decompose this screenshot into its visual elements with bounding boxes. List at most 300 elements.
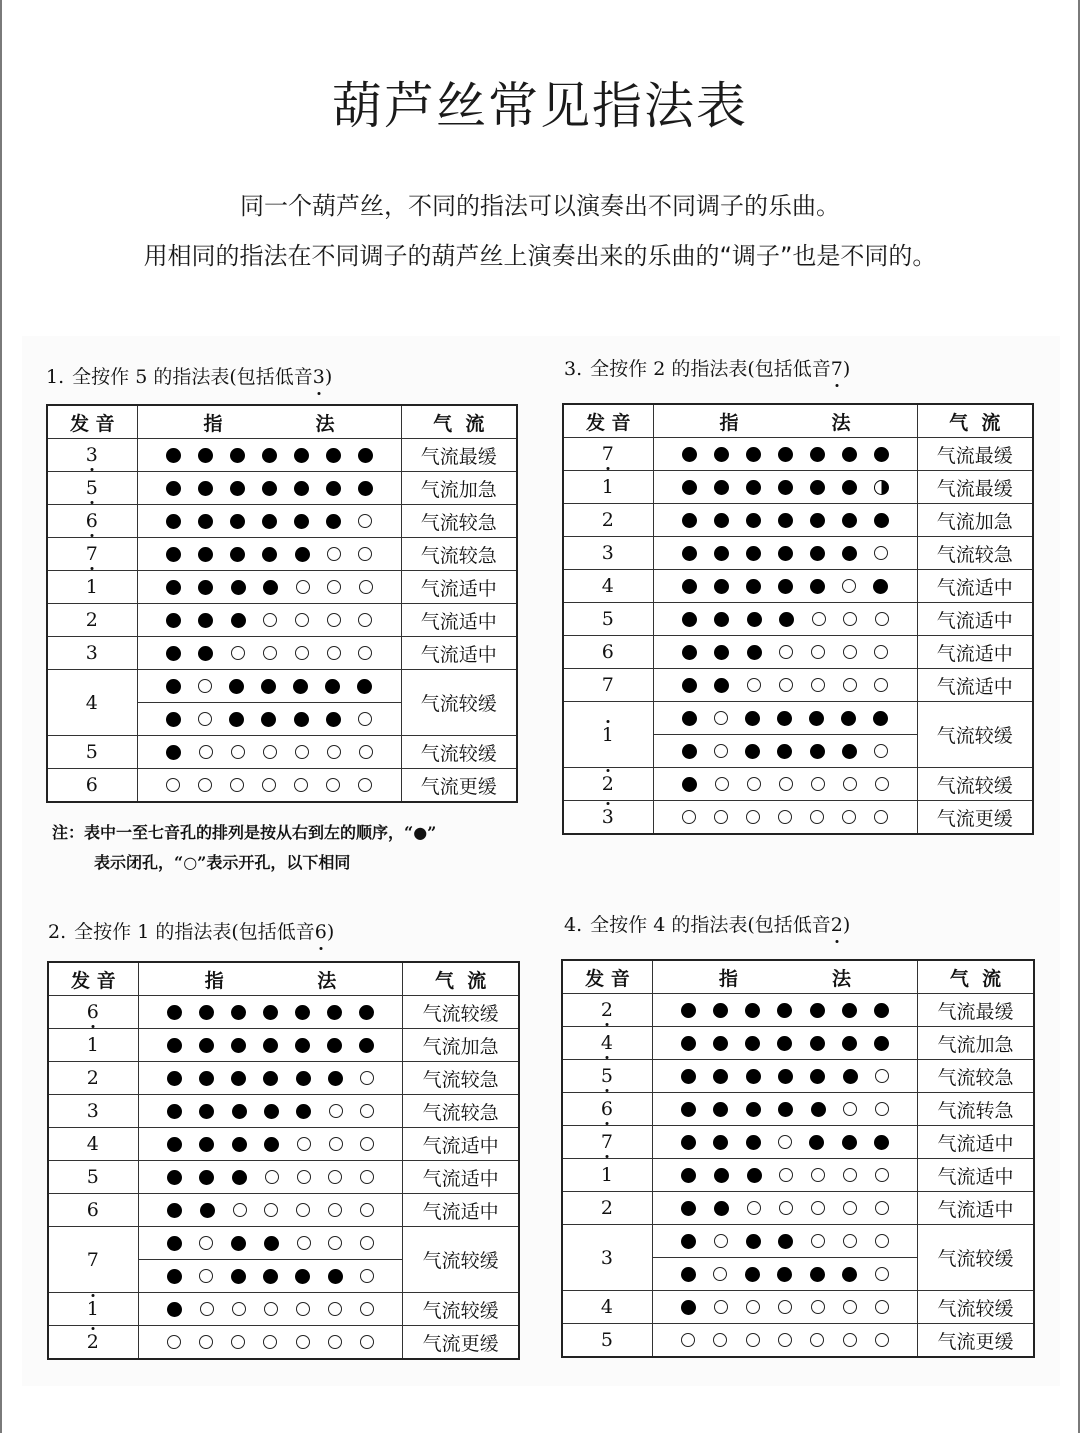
closed-hole-icon [262, 448, 277, 463]
header-airflow: 气 流 [403, 962, 519, 996]
hole-pattern [139, 1203, 403, 1218]
closed-hole-icon [229, 712, 244, 727]
open-hole-icon [843, 1102, 857, 1116]
closed-hole-icon [167, 1005, 182, 1020]
note-cell [47, 604, 137, 637]
hole-pattern [653, 1201, 917, 1216]
hole-pattern [138, 745, 401, 760]
open-hole-icon [843, 1201, 857, 1215]
table-row [562, 1225, 1034, 1258]
closed-hole-icon [167, 1137, 182, 1152]
open-hole-icon [297, 1236, 311, 1250]
hole-pattern [139, 1302, 403, 1317]
note-value: 1 [600, 1164, 614, 1186]
hole-pattern [139, 1104, 403, 1119]
closed-hole-icon [327, 1038, 342, 1053]
table-row [562, 1159, 1034, 1192]
closed-hole-icon [359, 1038, 374, 1053]
table-row [562, 1093, 1034, 1126]
closed-hole-icon [359, 1005, 374, 1020]
hole-pattern [654, 777, 917, 792]
legend-note [52, 818, 542, 878]
note-value: 5 [601, 608, 615, 630]
hole-pattern [138, 481, 401, 496]
open-hole-icon [198, 712, 212, 726]
closed-hole-icon [327, 1005, 342, 1020]
fingering-cell [137, 769, 401, 803]
closed-hole-icon [778, 1234, 793, 1249]
closed-hole-icon [777, 744, 792, 759]
open-hole-icon [297, 1137, 311, 1151]
open-hole-icon [262, 778, 276, 792]
open-hole-icon [779, 678, 793, 692]
table-row [47, 472, 517, 505]
closed-hole-icon [166, 481, 181, 496]
note-value: 6 [601, 1100, 614, 1119]
closed-hole-icon [682, 546, 697, 561]
closed-hole-icon [231, 613, 246, 628]
open-hole-icon [875, 1300, 889, 1314]
note-value: 3 [601, 542, 615, 564]
closed-hole-icon [842, 744, 857, 759]
closed-hole-icon [682, 612, 697, 627]
closed-hole-icon [325, 679, 340, 694]
table-row [47, 571, 517, 604]
note-cell [562, 994, 652, 1027]
open-hole-icon [199, 745, 213, 759]
open-hole-icon [358, 514, 372, 528]
closed-hole-icon [295, 1269, 310, 1284]
note-cell [48, 1128, 138, 1161]
hole-pattern [138, 679, 401, 694]
closed-hole-icon [264, 1236, 279, 1251]
open-hole-icon [714, 1300, 728, 1314]
note-cell [48, 1095, 138, 1128]
hole-pattern [653, 1234, 917, 1249]
closed-hole-icon [811, 1102, 826, 1117]
open-hole-icon [874, 744, 888, 758]
low-octave-dot [606, 1089, 609, 1092]
open-hole-icon [327, 613, 341, 627]
airflow-cell: 气流更缓 [917, 801, 1033, 835]
closed-hole-icon [261, 679, 276, 694]
note-value: 2 [602, 775, 615, 794]
table-row [562, 1192, 1034, 1225]
note-value: 2 [601, 1001, 614, 1020]
fingering-cell [137, 472, 401, 505]
closed-hole-icon [873, 711, 888, 726]
open-hole-icon [843, 1234, 857, 1248]
fingering-cell [652, 1225, 917, 1258]
open-hole-icon [329, 1137, 343, 1151]
note-value: 3 [600, 1246, 614, 1269]
closed-hole-icon [714, 447, 729, 462]
hole-pattern [138, 448, 401, 463]
closed-hole-icon [841, 711, 856, 726]
open-hole-icon [811, 1168, 825, 1182]
closed-hole-icon [714, 1201, 729, 1216]
note-cell [563, 504, 653, 537]
note-value: 2 [600, 1197, 614, 1219]
note-cell [47, 538, 137, 571]
open-hole-icon [875, 1069, 889, 1083]
closed-hole-icon [262, 514, 277, 529]
open-hole-icon [874, 546, 888, 560]
note-cell [47, 505, 137, 538]
open-hole-icon [714, 1234, 728, 1248]
header-note: 发 音 [563, 404, 653, 438]
airflow-cell: 气流较缓 [917, 768, 1033, 801]
fingering-cell [137, 604, 401, 637]
table-row [48, 1326, 519, 1360]
note-cell [562, 1159, 652, 1192]
closed-hole-icon [810, 546, 825, 561]
header-fingering-right: 法 [315, 412, 335, 435]
closed-hole-icon [745, 1036, 760, 1051]
closed-hole-icon [810, 447, 825, 462]
legend-note-line-2: 表示闭孔，“○”表示开孔，以下相同 [94, 853, 351, 872]
closed-hole-icon [681, 1234, 696, 1249]
header-note: 发 音 [48, 962, 138, 996]
closed-hole-icon [358, 481, 373, 496]
header-note: 发 音 [47, 405, 137, 439]
note-value: 1 [601, 476, 615, 498]
open-hole-icon [875, 1102, 889, 1116]
fingering-cell [138, 1194, 403, 1227]
open-hole-icon [265, 1170, 279, 1184]
open-hole-icon [812, 612, 826, 626]
airflow-cell: 气流更缓 [403, 1326, 519, 1360]
closed-hole-icon [263, 1269, 278, 1284]
title-low-note: 7 [831, 358, 843, 380]
hole-pattern [654, 612, 917, 627]
fingering-cell [137, 439, 401, 472]
note-value: 3 [86, 446, 99, 465]
airflow-cell: 气流较缓 [917, 1291, 1034, 1324]
header-row [48, 962, 519, 996]
hole-pattern [139, 1071, 403, 1086]
closed-hole-icon [166, 646, 181, 661]
header-fingering-left: 指 [719, 411, 739, 434]
open-hole-icon [263, 1335, 277, 1349]
closed-hole-icon [167, 1038, 182, 1053]
fingering-cell [138, 1260, 403, 1293]
closed-hole-icon [714, 645, 729, 660]
open-hole-icon [360, 1071, 374, 1085]
closed-hole-icon [713, 1102, 728, 1117]
closed-hole-icon [842, 546, 857, 561]
closed-hole-icon [778, 447, 793, 462]
closed-hole-icon [166, 613, 181, 628]
intro-line-2: 用相同的指法在不同调子的葫芦丝上演奏出来的乐曲的“调子”也是不同的。 [143, 242, 937, 270]
high-octave-dot [92, 1327, 95, 1330]
open-hole-icon [327, 646, 341, 660]
closed-hole-icon [778, 1069, 793, 1084]
open-hole-icon [360, 1236, 374, 1250]
closed-hole-icon [294, 481, 309, 496]
closed-hole-icon [296, 1104, 311, 1119]
closed-hole-icon [357, 679, 372, 694]
closed-hole-icon [810, 513, 825, 528]
airflow-cell: 气流最缓 [401, 439, 517, 472]
open-hole-icon [843, 1168, 857, 1182]
closed-hole-icon [231, 1236, 246, 1251]
closed-hole-icon [264, 1104, 279, 1119]
closed-hole-icon [842, 1267, 857, 1282]
open-hole-icon [295, 613, 309, 627]
open-hole-icon [328, 1236, 342, 1250]
closed-hole-icon [293, 679, 308, 694]
open-hole-icon [358, 778, 372, 792]
open-hole-icon [810, 1333, 824, 1347]
hole-pattern [653, 1003, 917, 1018]
open-hole-icon [296, 1302, 310, 1316]
airflow-cell: 气流加急 [917, 504, 1033, 537]
airflow-cell: 气流适中 [401, 604, 517, 637]
note-value: 2 [85, 609, 99, 631]
title-prefix: 全按作 [72, 366, 130, 388]
airflow-cell: 气流最缓 [917, 471, 1033, 504]
closed-hole-icon [230, 547, 245, 562]
legend-note-line-1: 注：表中一至七音孔的排列是按从右到左的顺序，“●” [52, 823, 437, 842]
closed-hole-icon [232, 1104, 247, 1119]
table-row [563, 438, 1033, 471]
airflow-cell: 气流较缓 [403, 1293, 519, 1326]
open-hole-icon [747, 1201, 761, 1215]
hole-pattern [139, 1005, 403, 1020]
closed-hole-icon [294, 514, 309, 529]
open-hole-icon [198, 679, 212, 693]
closed-hole-icon [295, 547, 310, 562]
airflow-cell: 气流较急 [401, 538, 517, 571]
airflow-cell: 气流较缓 [917, 702, 1033, 768]
closed-hole-icon [232, 1137, 247, 1152]
airflow-cell: 气流较缓 [403, 996, 519, 1029]
closed-hole-icon [262, 547, 277, 562]
open-hole-icon [811, 645, 825, 659]
open-hole-icon [778, 1300, 792, 1314]
open-hole-icon [875, 777, 889, 791]
airflow-cell: 气流适中 [403, 1128, 519, 1161]
note-value: 4 [601, 575, 615, 597]
note-cell [562, 1060, 652, 1093]
note-cell [47, 670, 137, 736]
table-row [562, 994, 1034, 1027]
low-octave-dot [317, 392, 320, 395]
open-hole-icon [199, 1335, 213, 1349]
closed-hole-icon [200, 1203, 215, 1218]
closed-hole-icon [714, 612, 729, 627]
hole-pattern [138, 514, 401, 529]
high-octave-dot [607, 802, 610, 805]
note-value: 7 [86, 1248, 100, 1271]
closed-hole-icon [231, 580, 246, 595]
title-prefix: 全按作 [590, 914, 648, 936]
table-row [563, 537, 1033, 570]
fingering-cell [653, 801, 917, 835]
note-cell [48, 1227, 138, 1293]
open-hole-icon [328, 1335, 342, 1349]
note-value: 7 [601, 1133, 614, 1152]
low-octave-dot [92, 1025, 95, 1028]
hole-pattern [654, 810, 917, 824]
closed-hole-icon [842, 480, 857, 495]
airflow-cell: 气流更缓 [401, 769, 517, 803]
open-hole-icon [779, 1201, 793, 1215]
closed-hole-icon [198, 580, 213, 595]
open-hole-icon [811, 777, 825, 791]
table-1-title [46, 362, 332, 389]
open-hole-icon [843, 678, 857, 692]
open-hole-icon [295, 745, 309, 759]
fingering-cell [138, 1062, 403, 1095]
closed-hole-icon [777, 1003, 792, 1018]
table-row [48, 1194, 519, 1227]
airflow-cell: 气流最缓 [917, 438, 1033, 471]
low-octave-dot [606, 1056, 609, 1059]
table-row [47, 604, 517, 637]
note-value: 5 [600, 1329, 614, 1351]
open-hole-icon [231, 745, 245, 759]
hole-pattern [654, 546, 917, 561]
closed-hole-icon [198, 514, 213, 529]
fingering-cell [138, 1293, 403, 1326]
fingering-cell [137, 703, 401, 736]
open-hole-icon [746, 810, 760, 824]
fingering-cell [137, 670, 401, 703]
closed-hole-icon [328, 1269, 343, 1284]
note-cell [563, 603, 653, 636]
open-hole-icon [779, 645, 793, 659]
hole-pattern [138, 646, 401, 661]
fingering-table-3 [562, 403, 1034, 835]
table-3-title [564, 354, 850, 381]
closed-hole-icon [746, 1102, 761, 1117]
header-airflow: 气 流 [917, 960, 1034, 994]
airflow-cell: 气流较急 [917, 537, 1033, 570]
open-hole-icon [167, 1335, 181, 1349]
note-cell [48, 1062, 138, 1095]
open-hole-icon [358, 547, 372, 561]
open-hole-icon [233, 1203, 247, 1217]
title-suffix: ) [326, 921, 335, 943]
title-low-note: 3 [313, 366, 325, 388]
fingering-cell [138, 996, 403, 1029]
title-base-note: 1 [137, 921, 150, 943]
closed-hole-icon [198, 481, 213, 496]
low-octave-dot [606, 1122, 609, 1125]
note-value: 7 [601, 674, 615, 696]
note-cell [562, 1126, 652, 1159]
closed-hole-icon [810, 1003, 825, 1018]
fingering-cell [652, 1291, 917, 1324]
header-fingering [137, 405, 401, 439]
closed-hole-icon [167, 1104, 182, 1119]
table-row [562, 1126, 1034, 1159]
header-fingering-left: 指 [718, 967, 738, 990]
closed-hole-icon [682, 645, 697, 660]
open-hole-icon [842, 810, 856, 824]
airflow-cell: 气流适中 [917, 669, 1033, 702]
open-hole-icon [811, 1300, 825, 1314]
table-row [563, 702, 1033, 735]
note-cell [48, 996, 138, 1029]
hole-pattern [653, 1135, 917, 1150]
closed-hole-icon [198, 646, 213, 661]
closed-hole-icon [842, 1036, 857, 1051]
open-hole-icon [294, 778, 308, 792]
closed-hole-icon [232, 1170, 247, 1185]
hole-pattern [139, 1038, 403, 1053]
title-mid: 的指法表(包括低音 [155, 921, 315, 943]
hole-pattern [138, 712, 401, 727]
closed-hole-icon [682, 480, 697, 495]
header-airflow: 气 流 [401, 405, 517, 439]
fingering-cell [652, 1126, 917, 1159]
hole-pattern [138, 547, 401, 562]
closed-hole-icon [326, 481, 341, 496]
closed-hole-icon [166, 580, 181, 595]
open-hole-icon [329, 1104, 343, 1118]
fingering-cell [137, 505, 401, 538]
open-hole-icon [778, 1333, 792, 1347]
title-index: 1. [46, 366, 65, 388]
note-cell [48, 1194, 138, 1227]
closed-hole-icon [199, 1005, 214, 1020]
closed-hole-icon [167, 1203, 182, 1218]
airflow-cell: 气流加急 [403, 1029, 519, 1062]
airflow-cell: 气流较缓 [401, 736, 517, 769]
note-value: 1 [602, 726, 615, 745]
closed-hole-icon [874, 1036, 889, 1051]
airflow-cell: 气流适中 [917, 603, 1033, 636]
header-row [47, 405, 517, 439]
open-hole-icon [230, 778, 244, 792]
airflow-cell: 气流适中 [403, 1194, 519, 1227]
closed-hole-icon [294, 712, 309, 727]
closed-hole-icon [682, 513, 697, 528]
low-octave-dot [319, 947, 322, 950]
note-value: 4 [85, 691, 99, 714]
table-4-title [564, 910, 850, 937]
fingering-cell [653, 537, 917, 570]
closed-hole-icon [681, 1267, 696, 1282]
hole-pattern [138, 778, 401, 792]
closed-hole-icon [746, 1135, 761, 1150]
table-row [47, 769, 517, 803]
header-fingering-right: 法 [831, 967, 851, 990]
fingering-cell [137, 637, 401, 670]
title-suffix: ) [842, 914, 851, 936]
note-value: 6 [87, 1003, 100, 1022]
note-value: 1 [86, 1034, 100, 1056]
note-value: 5 [85, 741, 99, 763]
airflow-cell: 气流较缓 [401, 670, 517, 736]
open-hole-icon [682, 810, 696, 824]
closed-hole-icon [874, 447, 889, 462]
fingering-cell [652, 1324, 917, 1358]
open-hole-icon [360, 1137, 374, 1151]
header-row [562, 960, 1034, 994]
airflow-cell: 气流适中 [917, 636, 1033, 669]
fingering-cell [138, 1128, 403, 1161]
note-value: 4 [600, 1296, 614, 1318]
closed-hole-icon [199, 1170, 214, 1185]
hole-pattern [139, 1236, 403, 1251]
hole-pattern [654, 744, 917, 759]
table-row [563, 801, 1033, 835]
fingering-cell [652, 1159, 917, 1192]
